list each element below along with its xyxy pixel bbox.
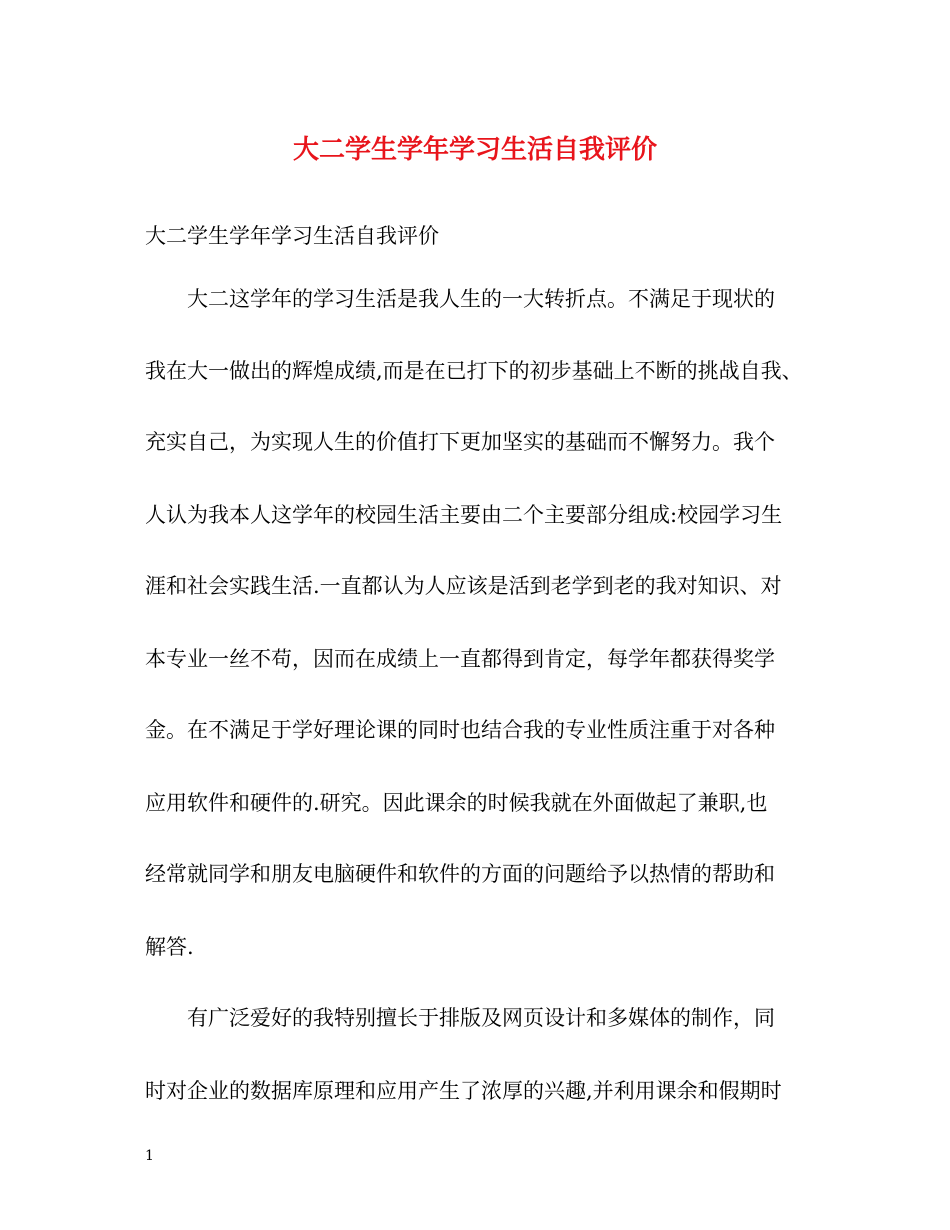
paragraph-line: 人认为我本人这学年的校园生活主要由二个主要部分组成:校园学习生	[145, 503, 783, 527]
paragraph-line: 本专业一丝不苟，因而在成绩上一直都得到肯定，每学年都获得奖学	[145, 647, 775, 671]
paragraph-line: 解答.	[145, 935, 194, 959]
paragraph-line: 金。在不满足于学好理论课的同时也结合我的专业性质注重于对各种	[145, 718, 775, 742]
paragraph-line: 应用软件和硬件的.研究。因此课余的时候我就在外面做起了兼职,也	[145, 791, 768, 815]
paragraph-line: 有广泛爱好的我特别擅长于排版及网页设计和多媒体的制作，同	[145, 1006, 775, 1030]
paragraph-line: 大二这学年的学习生活是我人生的一大转折点。不满足于现状的	[145, 287, 775, 311]
paragraph-line: 经常就同学和朋友电脑硬件和软件的方面的问题给予以热情的帮助和	[145, 862, 775, 886]
document-title: 大二学生学年学习生活自我评价	[292, 135, 657, 165]
paragraph-line: 涯和社会实践生活.一直都认为人应该是活到老学到老的我对知识、对	[145, 574, 782, 598]
page-number: 1	[145, 1148, 154, 1164]
paragraph-line: 我在大一做出的辉煌成绩,而是在已打下的初步基础上不断的挑战自我、	[145, 359, 803, 383]
paragraph-line: 时对企业的数据库原理和应用产生了浓厚的兴趣,并利用课余和假期时	[145, 1079, 782, 1103]
paragraph-line: 充实自己，为实现人生的价值打下更加坚实的基础而不懈努力。我个	[145, 430, 775, 454]
document-subtitle: 大二学生学年学习生活自我评价	[145, 224, 439, 248]
